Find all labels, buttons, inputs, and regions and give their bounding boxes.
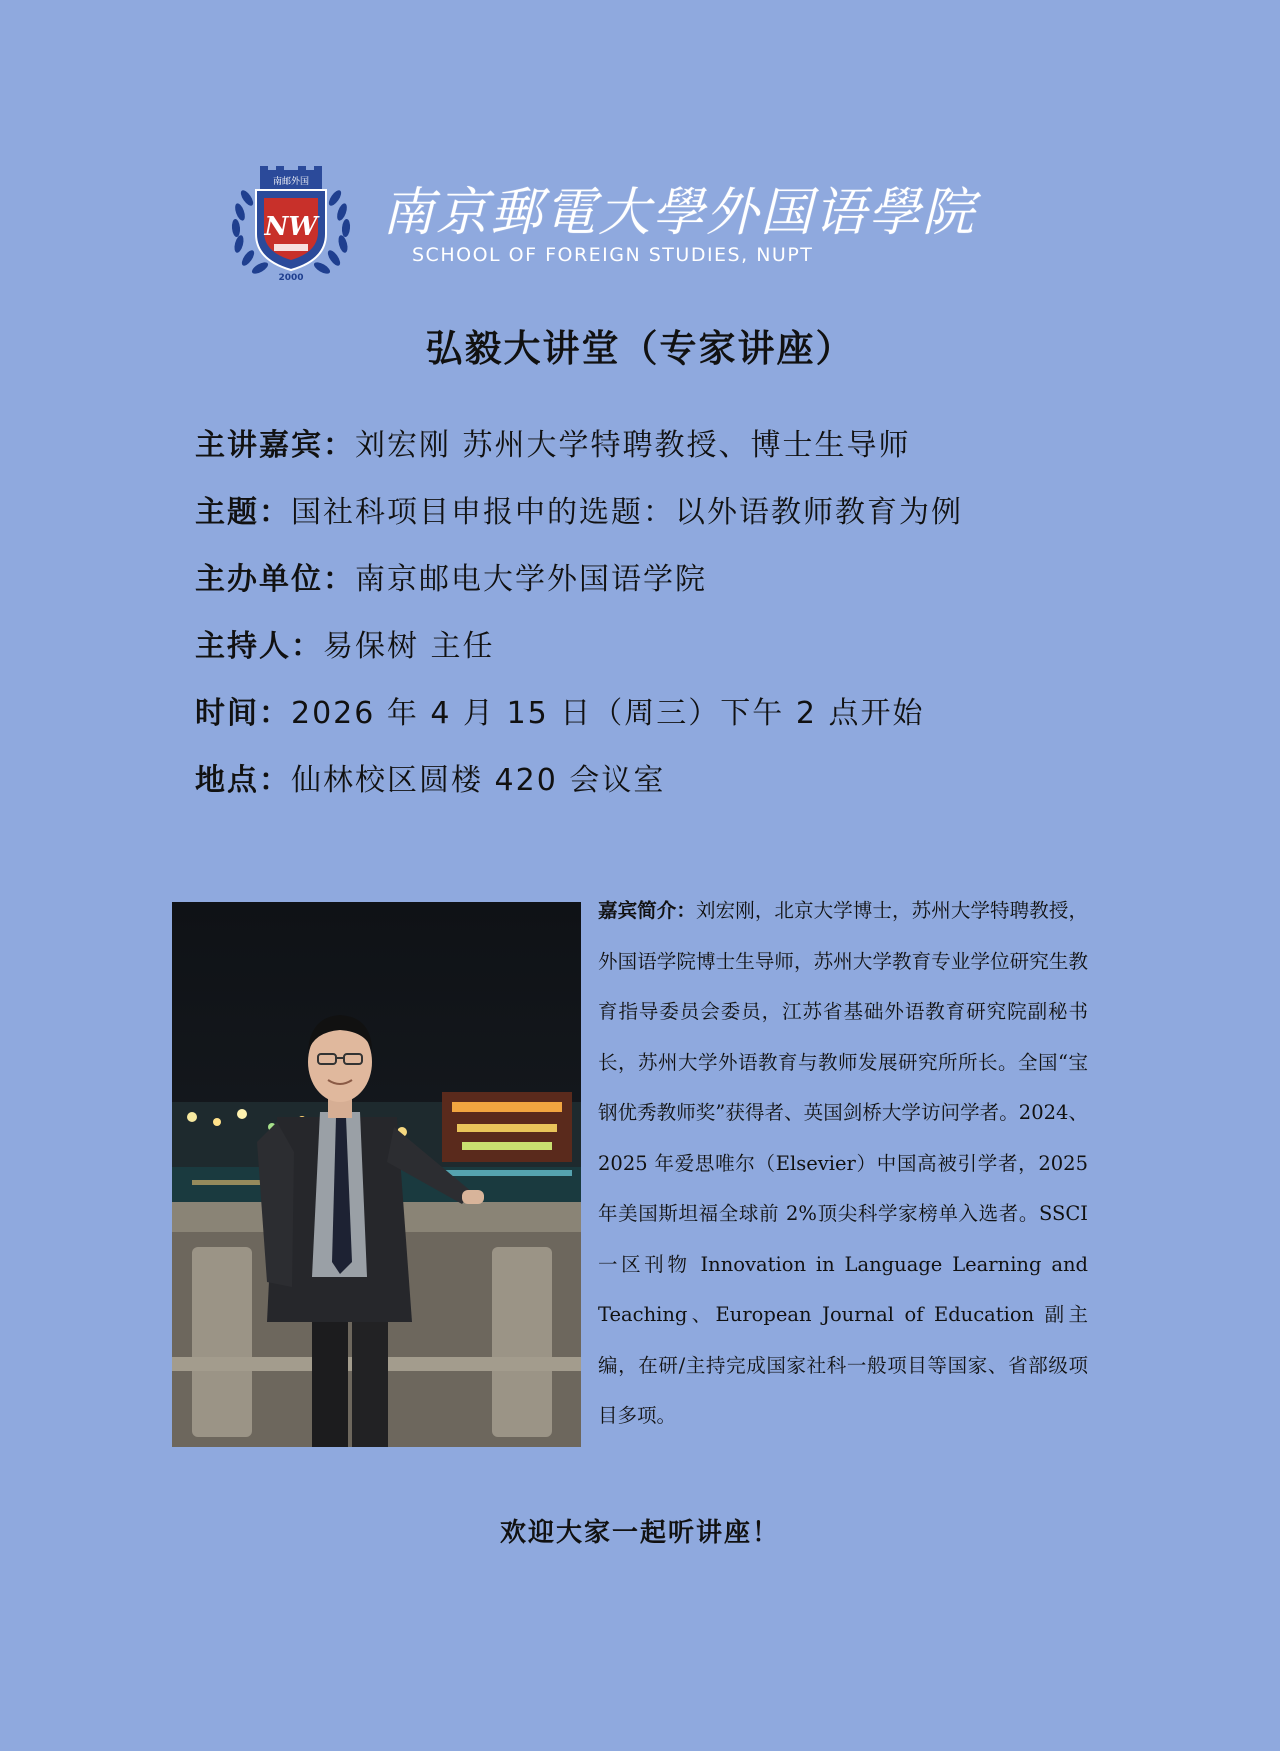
welcome-message: 欢迎大家一起听讲座！	[499, 1518, 780, 1548]
info-value: 刘宏刚 苏州大学特聘教授、博士生导师	[355, 428, 911, 463]
info-time	[195, 688, 1095, 755]
school-header	[226, 162, 977, 292]
info-label: 主办单位：	[195, 562, 355, 597]
speaker-photo	[172, 902, 581, 1447]
seal-top-text: 南邮外国	[272, 177, 310, 187]
lecture-title: 弘毅大讲堂（专家讲座）	[425, 327, 855, 370]
info-value: 仙林校区圆楼 420 会议室	[291, 763, 666, 798]
school-name-english: SCHOOL OF FOREIGN STUDIES, NUPT	[412, 244, 814, 266]
info-location	[195, 755, 1095, 822]
info-label: 时间：	[195, 696, 291, 731]
speaker-photo-illustration	[172, 902, 581, 1447]
school-seal-logo	[226, 162, 356, 282]
seal-monogram: NW	[264, 212, 318, 242]
info-host-org	[195, 554, 1095, 621]
info-label: 地点：	[195, 763, 291, 798]
info-value: 易保树 主任	[323, 629, 495, 664]
seal-year: 2000	[278, 273, 304, 282]
bio-label: 嘉宾简介：	[598, 899, 697, 922]
bio-text: 刘宏刚，北京大学博士，苏州大学特聘教授，外国语学院博士生导师，苏州大学教育专业学位研究生教育指导委员会委员，江苏省基础外语教育研究院副秘书长，苏州大学外语教育与教师发展研究所所长。全国“宝钢优秀教师奖”获得者、英国剑桥大学访问学者。2024、2025 年爱思唯尔（Elsevier）中国高被引学者，2025 年美国斯坦福全球前 2%顶尖科学家榜单入选者。SSCI 一区刊物 Innovation in Language Learning and Teaching、European Journal of Education 副主编，在研/主持完成国家社科一般项目等国家、省部级项目多项。	[598, 899, 1088, 1427]
info-label: 主题：	[195, 495, 291, 530]
info-value: 南京邮电大学外国语学院	[355, 562, 707, 597]
info-moderator	[195, 621, 1095, 688]
lecture-info	[195, 420, 1095, 822]
info-speaker	[195, 420, 1095, 487]
info-value: 国社科项目申报中的选题：以外语教师教育为例	[291, 495, 963, 530]
info-label: 主持人：	[195, 629, 323, 664]
info-topic	[195, 487, 1095, 554]
school-name-chinese: 南京郵電大學外国语學院	[382, 183, 977, 243]
info-value: 2026 年 4 月 15 日（周三）下午 2 点开始	[291, 696, 925, 731]
speaker-bio	[598, 886, 1088, 1442]
info-label: 主讲嘉宾：	[195, 428, 355, 463]
